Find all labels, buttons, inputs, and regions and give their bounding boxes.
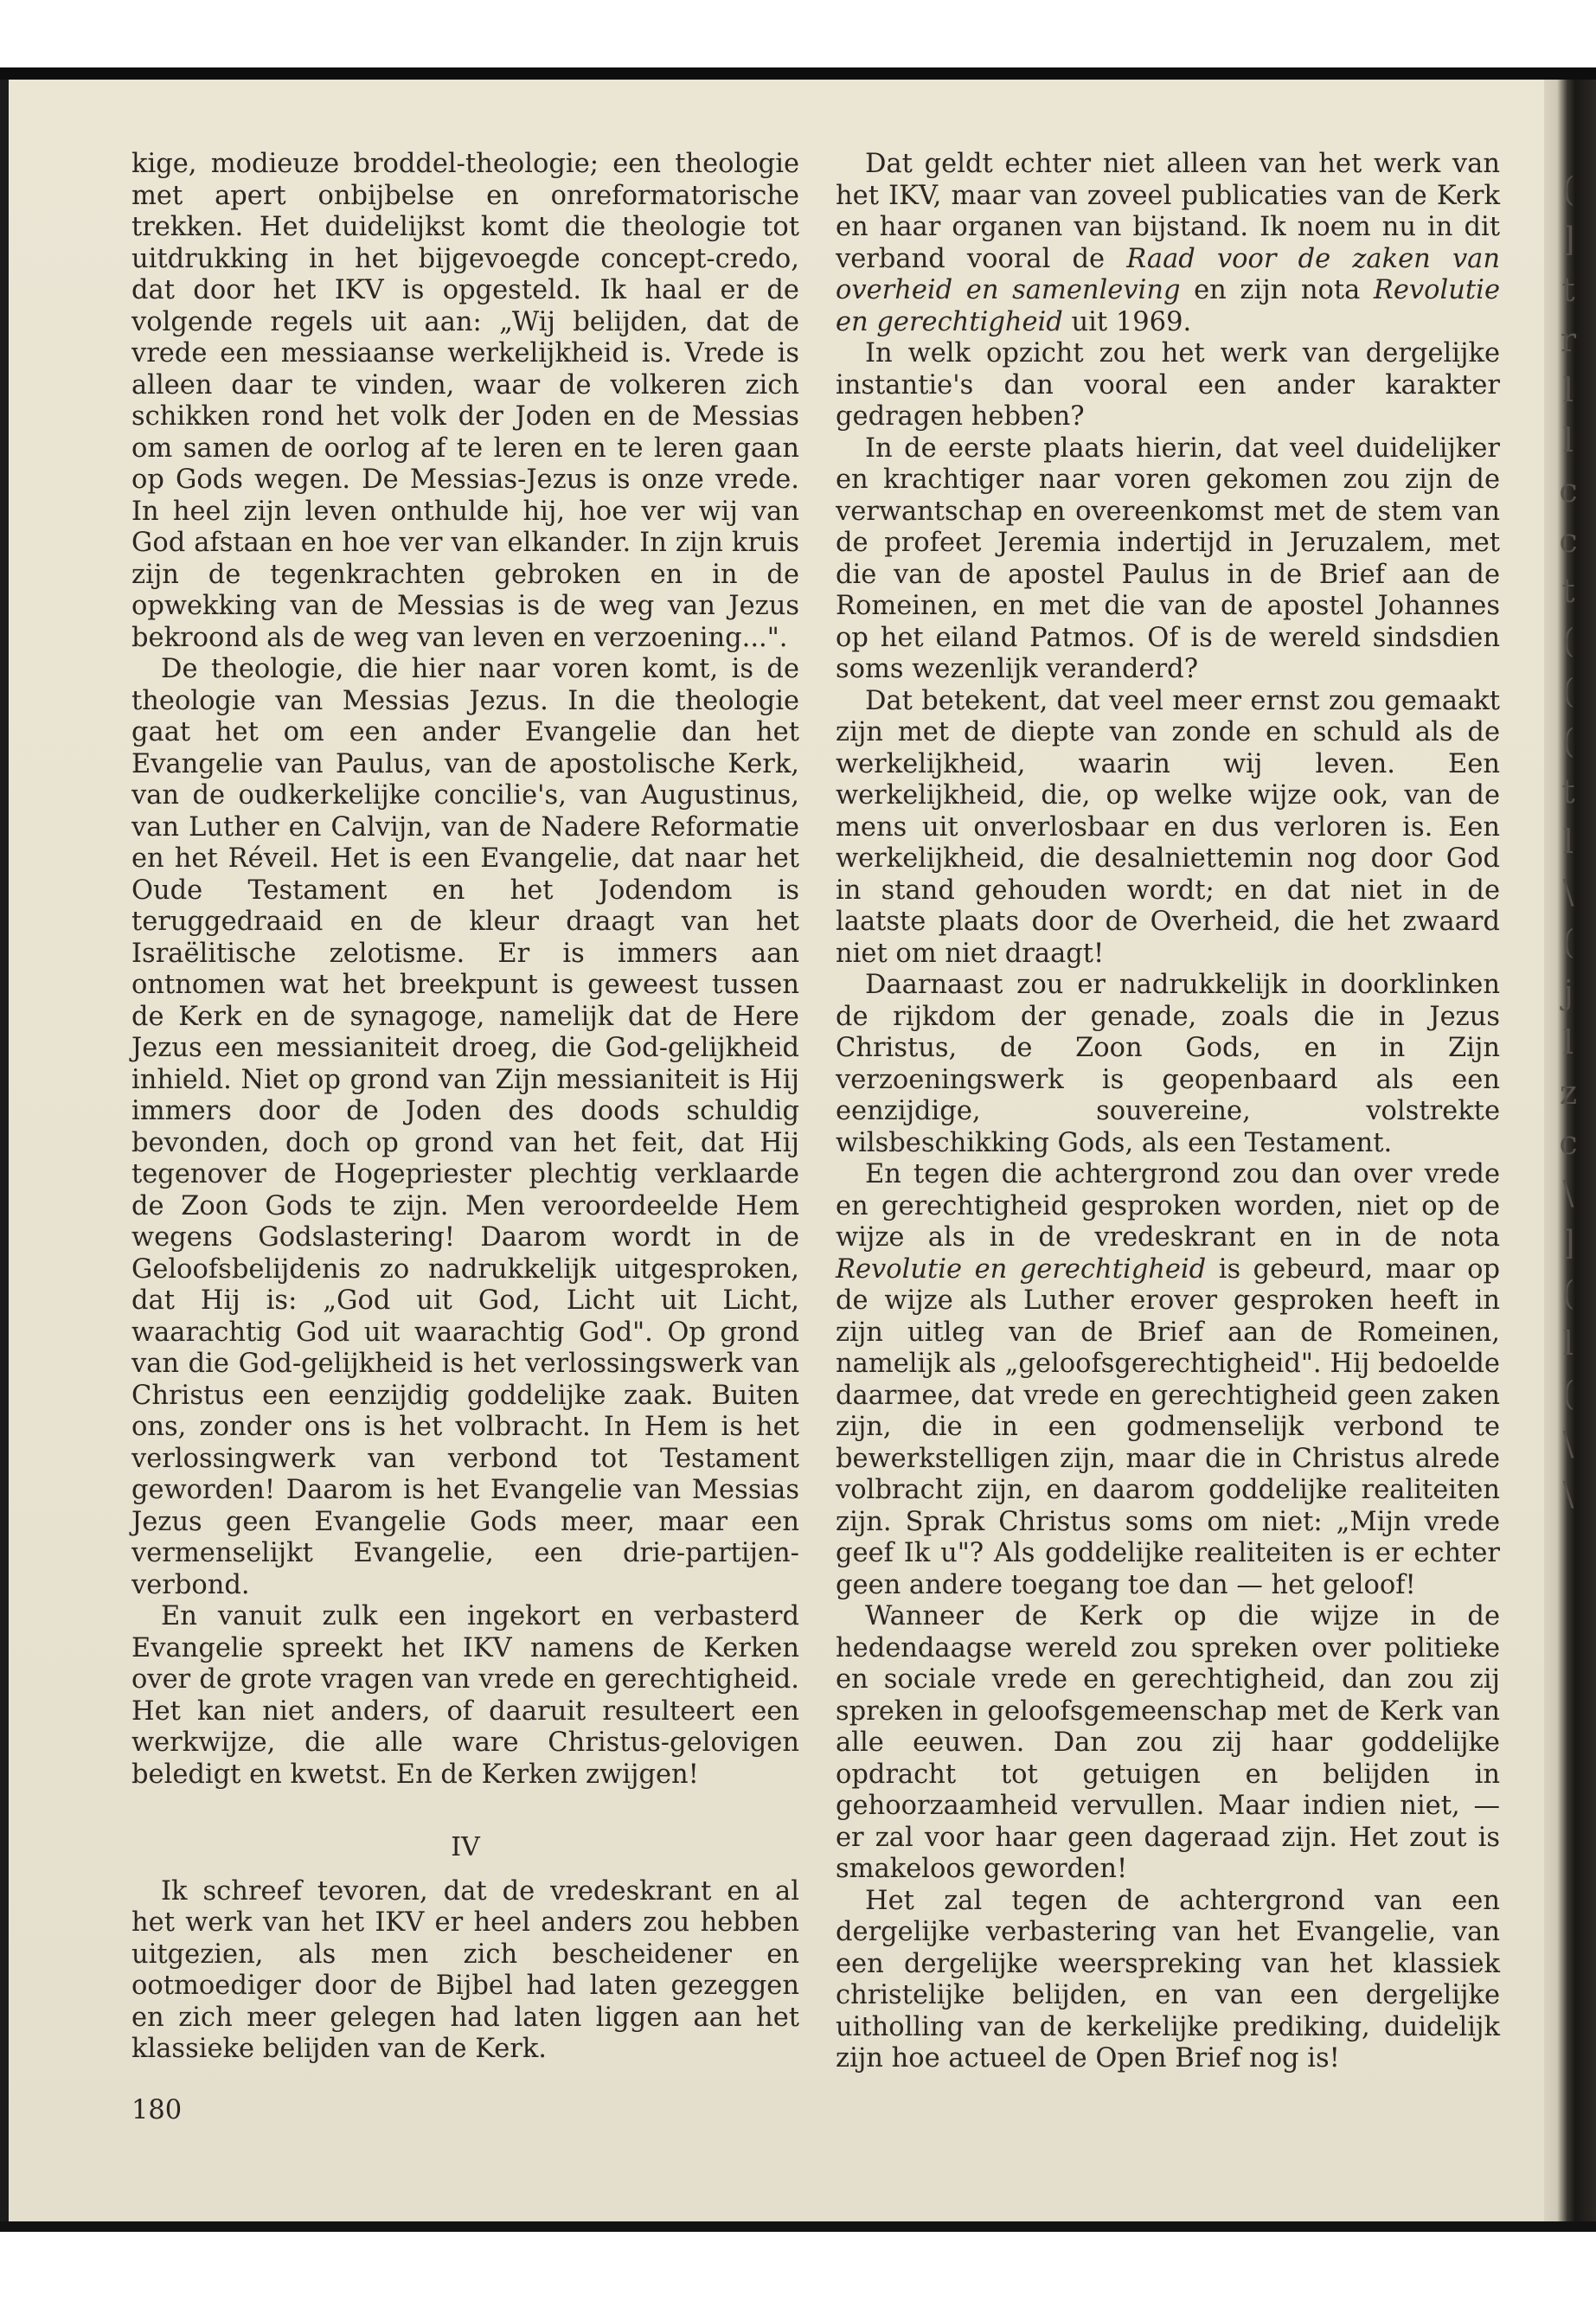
bleed-glyph: z xyxy=(1559,1074,1578,1112)
bleed-glyph: t xyxy=(1561,772,1575,811)
scan-bottom-edge xyxy=(0,2221,1596,2232)
right-column xyxy=(836,149,1500,2075)
bleed-glyph: \ xyxy=(1562,1475,1574,1513)
bleed-glyph: t xyxy=(1561,271,1575,309)
section-heading: IV xyxy=(451,1832,480,1862)
scan-top-edge xyxy=(0,67,1596,80)
right-paragraph-1-text-a: Dat geldt echter niet alleen van het werk van het IKV, maar van zoveel publicaties van de Kerk en haar organen van bijstand. Ik noem nu in dit verband vooral de xyxy=(836,149,1500,274)
left-column xyxy=(131,149,799,2066)
bleed-glyph: l xyxy=(1562,1324,1574,1362)
right-paragraph-1-title-nota: Revolutie en gerechtigheid xyxy=(836,275,1500,337)
bleed-glyph: l xyxy=(1562,371,1574,409)
right-paragraph-6-text-b: is gebeurd, maar op de wijze als Luther erover gesproken heeft in zijn uitleg van de Brief aan de Romeinen, namelijk als „geloofsgerechtigheid". Hij bedoelde daarmee, dat vrede en gerechtigheid geen zaken zijn, die in een godmenselijk verbond te bewerkstelligen zijn, maar die in Christus alrede volbracht zijn, en daarom goddelijke realiteiten zijn. Sprak Christus soms om niet: „Mijn vrede geef Ik u"? Als goddelijke realiteiten is er echter geen andere toegang toe dan — het geloof! xyxy=(836,1253,1500,1600)
right-paragraph-6 xyxy=(836,1159,1500,1601)
left-paragraph-3: En vanuit zulk een ingekort en verbasterd Evangelie spreekt het IKV namens de Kerken over de grote vragen van vrede en gerechtigheid. Het kan niet anders, of daaruit resulteert een werkwijze, die alle ware Christus-gelovigen beledigt en kwetst. En de Kerken zwijgen! xyxy=(131,1601,799,1790)
right-paragraph-1-title-raad: Raad voor de zaken van overheid en samenleving xyxy=(836,243,1501,305)
right-paragraph-8: Het zal tegen de achtergrond van een dergelijke verbastering van het Evangelie, van een dergelijke weerspreking van het klassiek christelijke belijden, en van een dergelijke uitholling van de kerkelijke prediking, duidelijk zijn hoe actueel de Open Brief nog is! xyxy=(836,1885,1500,2073)
bleed-glyph: l xyxy=(1562,421,1574,459)
right-paragraph-1-text-c: uit 1969. xyxy=(1062,306,1192,337)
bleed-glyph: ( xyxy=(1561,672,1575,710)
right-paragraph-6-text-a: En tegen die achtergrond zou dan over vrede en gerechtigheid gesproken worden, niet op de wijze als in de vredeskrant en in de nota xyxy=(836,1159,1500,1253)
bleed-glyph: ] xyxy=(1561,221,1575,259)
bleed-glyph: r xyxy=(1560,321,1577,359)
right-paragraph-7: Wanneer de Kerk op die wijze in de hedendaagse wereld zou spreken over politieke en sociale vrede en gerechtigheid, dan zou zij spreken in geloofsgemeenschap met de Kerk van alle eeuwen. Dan zou zij haar goddelijke opdracht tot getuigen en belijden in gehoorzaamheid vervullen. Maar indien niet, — er zal voor haar geen dageraad zijn. Het zout is smakeloos geworden! xyxy=(836,1601,1500,1884)
right-paragraph-5: Daarnaast zou er nadrukkelijk in doorklinken de rijkdom der genade, zoals die in Jezus Christus, de Zoon Gods, en in Zijn verzoeningswerk is geopenbaard als een eenzijdige, souvereine, volstrekte wilsbeschikking Gods, als een Testament. xyxy=(836,970,1500,1158)
scan-bottom-margin xyxy=(0,2232,1596,2301)
page-number: 180 xyxy=(131,2095,183,2125)
left-paragraph-1: kige, modieuze broddel-theologie; een theologie met apert onbijbelse en onreformatorische trekken. Het duidelijkst komt die theologie tot uitdrukking in het bijgevoegde concept-credo, dat door het IKV is opgesteld. Ik haal er de volgende regels uit aan: „Wij belijden, dat de vrede een messiaanse werkelijkheid is. Vrede is alleen daar te vinden, waar de volkeren zich schikken rond het volk der Joden en de Messias om samen de oorlog af te leren en te leren gaan op Gods wegen. De Messias-Jezus is onze vrede. In heel zijn leven onthulde hij, hoe ver wij van God afstaan en hoe ver van elkander. In zijn kruis zijn de tegenkrachten gebroken en in de opwekking van de Messias is de weg van Jezus bekroond als de weg van leven en verzoening...". xyxy=(131,149,799,653)
bleed-glyph: j xyxy=(1563,973,1574,1011)
bleed-glyph: t xyxy=(1561,572,1575,610)
right-paragraph-4: Dat betekent, dat veel meer ernst zou gemaakt zijn met de diepte van zonde en schuld als de werkelijkheid, waarin wij leven. Een werkelijkheid, die, op welke wijze ook, van de mens uit onverlosbaar en dus verloren is. Een werkelijkheid, die desalniettemin nog door God in stand gehouden wordt; en dat niet in de laatste plaats door de Overheid, die het zwaard niet om niet draagt! xyxy=(836,685,1500,969)
right-paragraph-2: In welk opzicht zou het werk van dergelijke instantie's dan vooral een ander karakter gedragen hebben? xyxy=(836,338,1500,432)
bleed-glyph: ( xyxy=(1561,722,1575,760)
left-paragraph-4: Ik schreef tevoren, dat de vredeskrant en al het werk van het IKV er heel anders zou hebben uitgezien, als men zich bescheidener en ootmoediger door de Bijbel had laten gezeggen en zich meer gelegen had laten liggen aan het klassieke belijden van de Kerk. xyxy=(131,1875,799,2064)
bleed-glyph: c xyxy=(1559,1124,1578,1162)
bleed-glyph: c xyxy=(1559,522,1578,560)
bleed-glyph: ( xyxy=(1561,923,1575,961)
bleed-glyph: \ xyxy=(1562,873,1574,911)
right-paragraph-3: In de eerste plaats hierin, dat veel duidelijker en krachtiger naar voren gekomen zou zijn de verwantschap en overeenkomst met de stem van de profeet Jeremia indertijd in Jeruzalem, met die van de apostel Paulus in de Brief aan de Romeinen, en met die van de apostel Johannes op het eiland Patmos. Of is de wereld sindsdien soms wezenlijk veranderd? xyxy=(836,433,1500,684)
bleed-glyph: c xyxy=(1559,471,1578,510)
bleed-glyph: \ xyxy=(1562,1425,1574,1463)
right-paragraph-1 xyxy=(836,149,1500,338)
left-paragraph-2: De theologie, die hier naar voren komt, is de theologie van Messias Jezus. In die theologie gaat het om een ander Evangelie dan het Evangelie van Paulus, van de apostolische Kerk, van de oudkerkelijke concilie's, van Augustinus, van Luther en Calvijn, van de Nadere Reformatie en het Réveil. Het is een Evangelie, dat naar het Oude Testament en het Jodendom is teruggedraaid en de kleur draagt van het Israëlitische zelotisme. Er is immers aan ontnomen wat het breekpunt is geweest tussen de Kerk en de synagoge, namelijk dat de Here Jezus een messianiteit droeg, die God-gelijkheid inhield. Niet op grond van Zijn messianiteit is Hij immers door de Joden des doods schuldig bevonden, doch op grond van het feit, dat Hij tegenover de Hogepriester plechtig verklaarde de Zoon Gods te zijn. Men veroordeelde Hem wegens Godslastering! Daarom wordt in de Geloofsbelijdenis zo nadrukkelijk uitgesproken, dat Hij is: „God uit God, Licht uit Licht, waarachtig God uit waarachtig God". Op grond van die God-gelijkheid is het verlossingswerk van Christus een eenzijdig goddelijke zaak. Buiten ons, zonder ons is het volbracht. In Hem is het verlossingwerk van verbond tot Testament geworden! Daarom is het Evangelie van Messias Jezus geen Evangelie Gods meer, maar een vermenselijkt Evangelie, een drie-partijen-verbond. xyxy=(131,654,799,1600)
bleed-glyph: \ xyxy=(1562,1174,1574,1212)
bleed-glyph: ( xyxy=(1561,622,1575,660)
bleed-glyph: l xyxy=(1562,1023,1574,1061)
bleed-glyph: ( xyxy=(1561,170,1575,208)
scan-top-margin xyxy=(0,0,1596,67)
bleed-glyph: ( xyxy=(1561,1375,1575,1413)
right-paragraph-6-title-nota: Revolutie en gerechtigheid xyxy=(836,1253,1207,1285)
next-page-bleed xyxy=(1557,164,1580,1519)
bleed-glyph: ( xyxy=(1561,1274,1575,1312)
bleed-glyph: ] xyxy=(1561,1224,1575,1262)
right-paragraph-1-text-b: en zijn nota xyxy=(1180,275,1374,305)
bleed-glyph: l xyxy=(1562,823,1574,861)
scan-left-edge xyxy=(0,80,9,2228)
